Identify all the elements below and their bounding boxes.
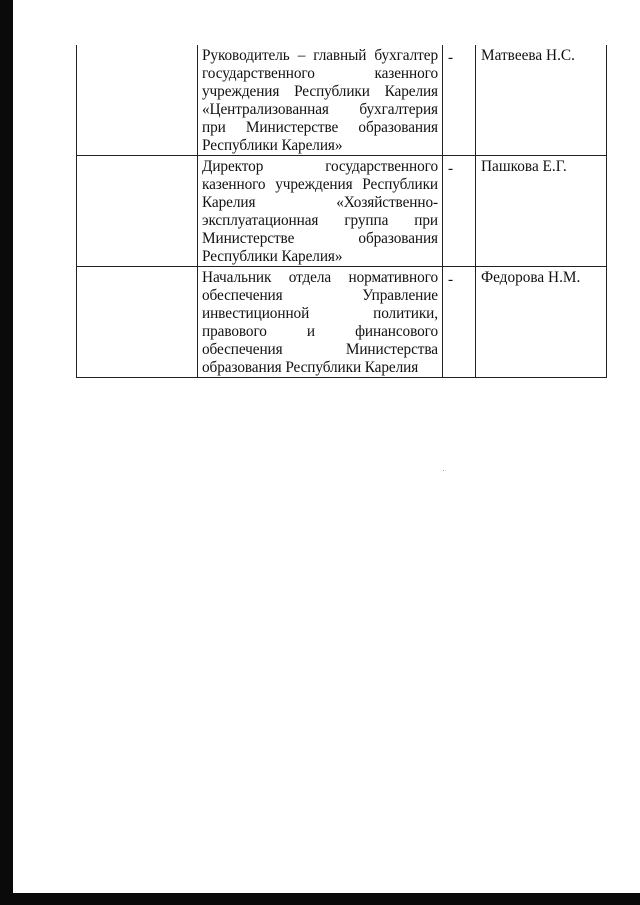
position-cell	[198, 267, 443, 378]
empty-cell	[77, 156, 198, 267]
empty-cell	[77, 267, 198, 378]
name-cell	[476, 45, 607, 156]
name-cell	[476, 267, 607, 378]
scan-bottom-border	[0, 893, 640, 905]
empty-cell	[77, 45, 198, 156]
position-cell	[198, 45, 443, 156]
mark-cell	[443, 156, 476, 267]
dash-mark: -	[448, 49, 454, 66]
scan-left-border	[0, 0, 13, 905]
dash-mark: -	[448, 160, 454, 177]
table-row	[77, 45, 607, 156]
table-row	[77, 267, 607, 378]
officials-table	[76, 45, 607, 378]
scan-speck	[443, 470, 444, 471]
position-text: Директор государственного казенного учреждения Республики Карелия «Хозяйственно-эксплуатационная группа при Министерстве образования Республики Карелия»	[202, 158, 438, 265]
position-cell	[198, 156, 443, 267]
position-text: Руководитель – главный бухгалтер государственного казенного учреждения Республики Карелия «Централизованная бухгалтерия при Министерстве образования Республики Карелия»	[202, 47, 438, 154]
person-name: Федорова Н.М.	[481, 269, 581, 286]
mark-cell	[443, 45, 476, 156]
dash-mark: -	[448, 271, 454, 288]
position-text: Начальник отдела нормативного обеспечения Управление инвестиционной политики, правового и финансового обеспечения Министерства образования Республики Карелия	[202, 269, 438, 376]
person-name: Матвеева Н.С.	[481, 47, 575, 64]
mark-cell	[443, 267, 476, 378]
person-name: Пашкова Е.Г.	[481, 158, 567, 175]
table-row	[77, 156, 607, 267]
name-cell	[476, 156, 607, 267]
